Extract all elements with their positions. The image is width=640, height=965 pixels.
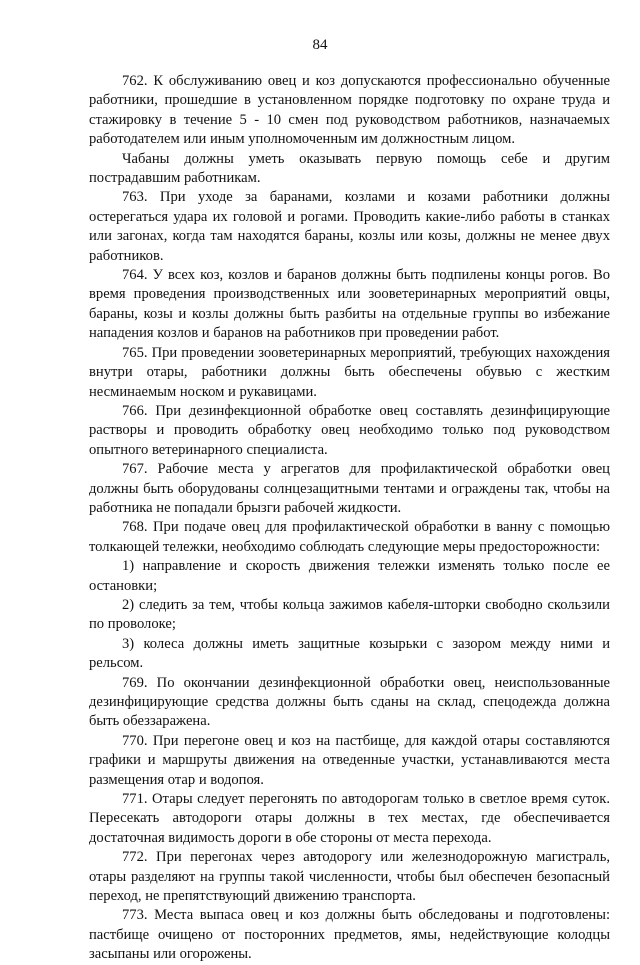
page-number: 84: [312, 37, 328, 53]
list-item-1: 1) направление и скорость движения тележки изменять только после ее остановки;: [89, 558, 610, 594]
paragraph-771: 771. Отары следует перегонять по автодорогам только в светлое время суток. Пересекать автодороги отары должны в тех местах, где обеспечивается достаточная видимость дороги в обе стороны от места перехода.: [89, 791, 610, 846]
list-item-3: 3) колеса должны иметь защитные козырьки с зазором между ними и рельсом.: [89, 635, 610, 672]
paragraph-762: 762. К обслуживанию овец и коз допускаются профессионально обученные работники, прошедшие в установленном порядке подготовку по охране труда и стажировку в течение 5 - 10 смен под руководством работников, назначаемых работодателем или иным уполномоченным им должностным лицом.: [89, 73, 610, 148]
paragraph-766: 766. При дезинфекционной обработке овец составлять дезинфицирующие растворы и проводить обработку овец необходимо только под руководством опытного ветеринарного специалиста.: [89, 402, 610, 458]
paragraph-770: 770. При перегоне овец и коз на пастбище, для каждой отары составляются графики и маршруты движения на отведенные участки, устанавливаются места размещения отар и водопоя.: [89, 732, 610, 788]
paragraph-762-shepherds: Чабаны должны уметь оказывать первую помощь себе и другим пострадавшим работникам.: [89, 150, 610, 187]
paragraph-768: 768. При подаче овец для профилактической обработки в ванну с помощью толкающей тележки, необходимо соблюдать следующие меры предосторожности:: [89, 519, 610, 555]
paragraph-763: 763. При уходе за баранами, козлами и козами работники должны остерегаться удара их головой и рогами. Проводить какие-либо работы в станках или загонах, когда там находятся бараны, козлы или козы, должны не менее двух работников.: [89, 189, 610, 264]
list-item-2: 2) следить за тем, чтобы кольца зажимов кабеля-шторки свободно скользили по проволоке;: [89, 596, 610, 633]
paragraph-772: 772. При перегонах через автодорогу или железнодорожную магистраль, отары разделяют на группы такой численности, чтобы был обеспечен безопасный переход, не препятствующий движению транспорта.: [89, 849, 610, 905]
document-body: [89, 72, 610, 965]
paragraph-764: 764. У всех коз, козлов и баранов должны быть подпилены концы рогов. Во время проведения производственных или зооветеринарных мероприятий овцы, бараны, козы и козлы должны быть разбиты на отдельные группы во избежание нападения козлов и баранов на работников при проведении работ.: [89, 267, 610, 342]
paragraph-773: 773. Места выпаса овец и коз должны быть обследованы и подготовлены: пастбище очищено от посторонних предметов, ямы, недействующие колодцы засыпаны или огорожены.: [89, 907, 610, 963]
paragraph-765: 765. При проведении зооветеринарных мероприятий, требующих нахождения внутри отары, работники должны быть обеспечены обувью с жестким несминаемым носком и рукавицами.: [89, 344, 610, 400]
paragraph-767: 767. Рабочие места у агрегатов для профилактической обработки овец должны быть оборудованы солнцезащитными тентами и ограждены так, чтобы на работника не попадали брызги рабочей жидкости.: [89, 461, 610, 516]
paragraph-769: 769. По окончании дезинфекционной обработки овец, неиспользованные дезинфицирующие средства должны быть сданы на склад, спецодежда должна быть обеззаражена.: [89, 674, 610, 730]
